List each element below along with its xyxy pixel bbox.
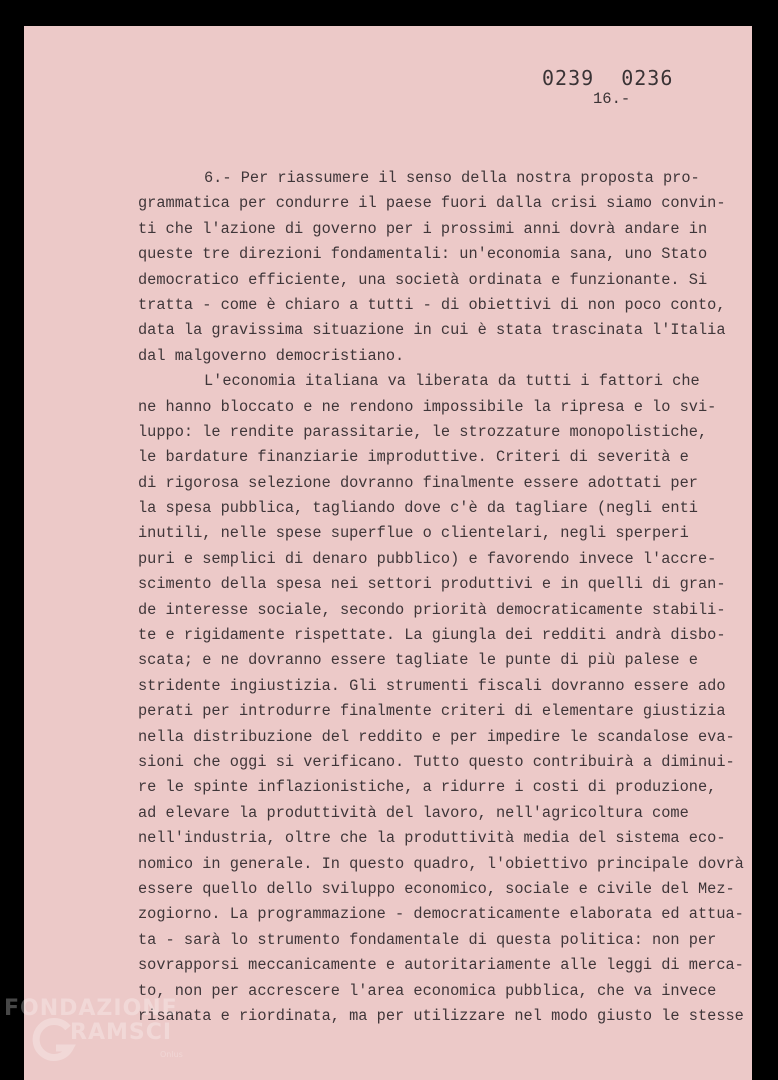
document-page bbox=[24, 26, 752, 1080]
watermark-line2: RAMSCI bbox=[70, 1020, 173, 1045]
text-line: ti che l'azione di governo per i prossimi anni dovrà andare in bbox=[138, 219, 708, 238]
text-line: scata; e ne dovranno essere tagliate le punte di più palese e bbox=[138, 651, 698, 670]
text-line: puri e semplici di denaro pubblico) e favorendo invece l'accre- bbox=[138, 549, 717, 568]
text-line: ne hanno bloccato e ne rendono impossibile la ripresa e lo svi- bbox=[138, 397, 717, 416]
text-line: luppo: le rendite parassitarie, le strozzature monopolistiche, bbox=[138, 422, 708, 441]
text-line: nomico in generale. In questo quadro, l'obiettivo principale dovrà bbox=[138, 854, 744, 873]
text-line: le bardature finanziarie improduttive. Criteri di severità e bbox=[138, 448, 689, 467]
text-line: re le spinte inflazionistiche, a ridurre i costi di produzione, bbox=[138, 778, 717, 797]
text-line: inutili, nelle spese superflue o clientelari, negli sperperi bbox=[138, 524, 689, 543]
text-line: risanata e riordinata, ma per utilizzare nel modo giusto le stesse bbox=[138, 1006, 744, 1025]
text-line: democratico efficiente, una società ordinata e funzionante. Si bbox=[138, 270, 708, 289]
text-line: queste tre direzioni fondamentali: un'economia sana, uno Stato bbox=[138, 245, 708, 264]
text-line: grammatica per condurre il paese fuori dalla crisi siamo convin- bbox=[138, 194, 726, 213]
text-line: perati per introdurre finalmente criteri di elementare giustizia bbox=[138, 702, 726, 721]
watermark-small: Onlus bbox=[160, 1050, 183, 1059]
text-line: la spesa pubblica, tagliando dove c'è da tagliare (negli enti bbox=[138, 499, 698, 518]
fondazione-gramsci-watermark bbox=[0, 992, 200, 1080]
text-line: dal malgoverno democristiano. bbox=[138, 346, 405, 365]
text-line: nella distribuzione del reddito e per impedire le scandalose eva- bbox=[138, 727, 735, 746]
text-line: essere quello dello sviluppo economico, sociale e civile del Mez- bbox=[138, 879, 735, 898]
text-line: ta - sarà lo strumento fondamentale di questa politica: non per bbox=[138, 930, 717, 949]
text-line: de interesse sociale, secondo priorità democraticamente stabili- bbox=[138, 600, 726, 619]
text-line: data la gravissima situazione in cui è stata trascinata l'Italia bbox=[138, 321, 726, 340]
text-line: sioni che oggi si verificano. Tutto questo contribuirà a diminui- bbox=[138, 752, 735, 771]
text-line: ad elevare la produttività del lavoro, nell'agricoltura come bbox=[138, 803, 689, 822]
text-line: sovrapporsi meccanicamente e autoritariamente alle leggi di merca- bbox=[138, 956, 744, 975]
text-line: to, non per accrescere l'area economica pubblica, che va invece bbox=[138, 981, 717, 1000]
archive-number: 0239 0236 bbox=[542, 66, 674, 90]
text-line: scimento della spesa nei settori produttivi e in quelli di gran- bbox=[138, 575, 726, 594]
text-line: di rigorosa selezione dovranno finalmente essere adottati per bbox=[138, 473, 698, 492]
text-line: stridente ingiustizia. Gli strumenti fiscali dovranno essere ado bbox=[138, 676, 726, 695]
text-line: 6.- Per riassumere il senso della nostra proposta pro- bbox=[204, 169, 700, 187]
watermark-line1: FONDAZIONE bbox=[4, 996, 178, 1021]
text-line: tratta - come è chiaro a tutti - di obiettivi di non poco conto, bbox=[138, 295, 726, 314]
text-line: zogiorno. La programmazione - democraticamente elaborata ed attua- bbox=[138, 905, 744, 924]
page-number: 16.- bbox=[593, 90, 631, 108]
body-text bbox=[138, 166, 744, 1029]
text-line: te e rigidamente rispettate. La giungla dei redditi andrà disbo- bbox=[138, 626, 726, 645]
text-line: nell'industria, oltre che la produttività media del sistema eco- bbox=[138, 829, 726, 848]
text-line: L'economia italiana va liberata da tutti i fattori che bbox=[204, 372, 700, 391]
